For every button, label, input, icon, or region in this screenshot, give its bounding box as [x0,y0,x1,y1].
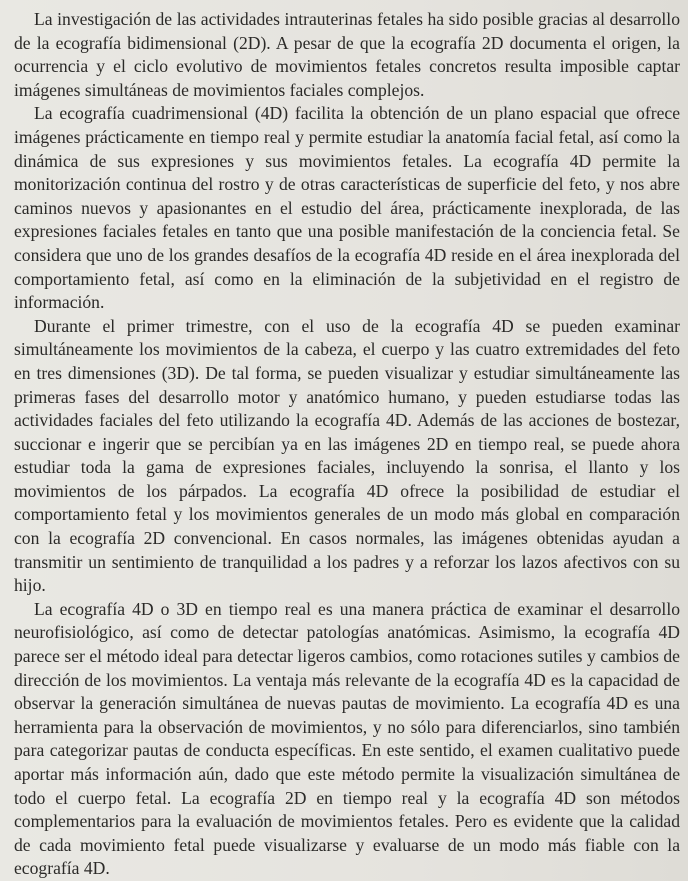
paragraph-4d-ultrasound: La ecografía cuadrimensional (4D) facilita la obtención de un plano espacial que ofrece imágenes prácticamente en tiempo real y permite estudiar la anatomía facial fetal, así como la dinámica de sus expresiones y sus movimientos fetales. La ecografía 4D permite la monitorización continua del rostro y de otras características de superficie del feto, y nos abre caminos nuevos y apasionantes en el estudio del área, prácticamente inexplorada, de las expresiones faciales fetales en tanto que una posible manifestación de la conciencia fetal. Se considera que uno de los grandes desafíos de la ecografía 4D reside en el área inexplorada del comportamiento fetal, así como en la eliminación de la subjetividad en el registro de información. [14,103,680,313]
paragraph-first-trimester: Durante el primer trimestre, con el uso de la ecografía 4D se pueden examinar simultáneamente los movimientos de la cabeza, el cuerpo y las cuatro extremidades del feto en tres dimensiones (3D). De tal forma, se pueden visualizar y estudiar simultáneamente las primeras fases del desarrollo motor y anatómico humano, y pueden estudiarse todas las actividades faciales del feto utilizando la ecografía 4D. Además de las acciones de bostezar, succionar e ingerir que se percibían ya en las imágenes 2D en tiempo real, se puede ahora estudiar toda la gama de expresiones faciales, incluyendo la sonrisa, el llanto y los movimientos de los párpados. La ecografía 4D ofrece la posibilidad de estudiar el comportamiento fetal y los movimientos generales de un modo más global en comparación con la ecografía 2D convencional. En casos normales, las imágenes obtenidas ayudan a transmitir un sentimiento de tranquilidad a los padres y a reforzar los lazos afectivos con su hijo. [14,315,680,596]
paragraph-2d-ultrasound: La investigación de las actividades intrauterinas fetales ha sido posible gracias al desarrollo de la ecografía bidimensional (2D). A pesar de que la ecografía 2D documenta el origen, la ocurrencia y el ciclo evolutivo de movimientos fetales concretos resulta imposible captar imágenes simultáneas de movimientos faciales complejos. [14,9,680,100]
paragraph-realtime-comparison: La ecografía 4D o 3D en tiempo real es una manera práctica de examinar el desarrollo neurofisiológico, así como de detectar patologías anatómicas. Asimismo, la ecografía 4D parece ser el método ideal para detectar ligeros cambios, como rotaciones sutiles y cambios de dirección de los movimientos. La ventaja más relevante de la ecografía 4D es la capacidad de observar la generación simultánea de nuevas pautas de movimiento. La ecografía 4D es una herramienta para la observación de movimientos, y no sólo para diferenciarlos, sino también para categorizar pautas de conducta específicas. En este sentido, el examen cualitativo puede aportar más información aún, dado que este método permite la visualización simultánea de todo el cuerpo fetal. La ecografía 2D en tiempo real y la ecografía 4D son métodos complementarios para la evaluación de movimientos fetales. Pero es evidente que la calidad de cada movimiento fetal puede visualizarse y evaluarse de un modo más fiable con la ecografía 4D. [14,598,680,879]
